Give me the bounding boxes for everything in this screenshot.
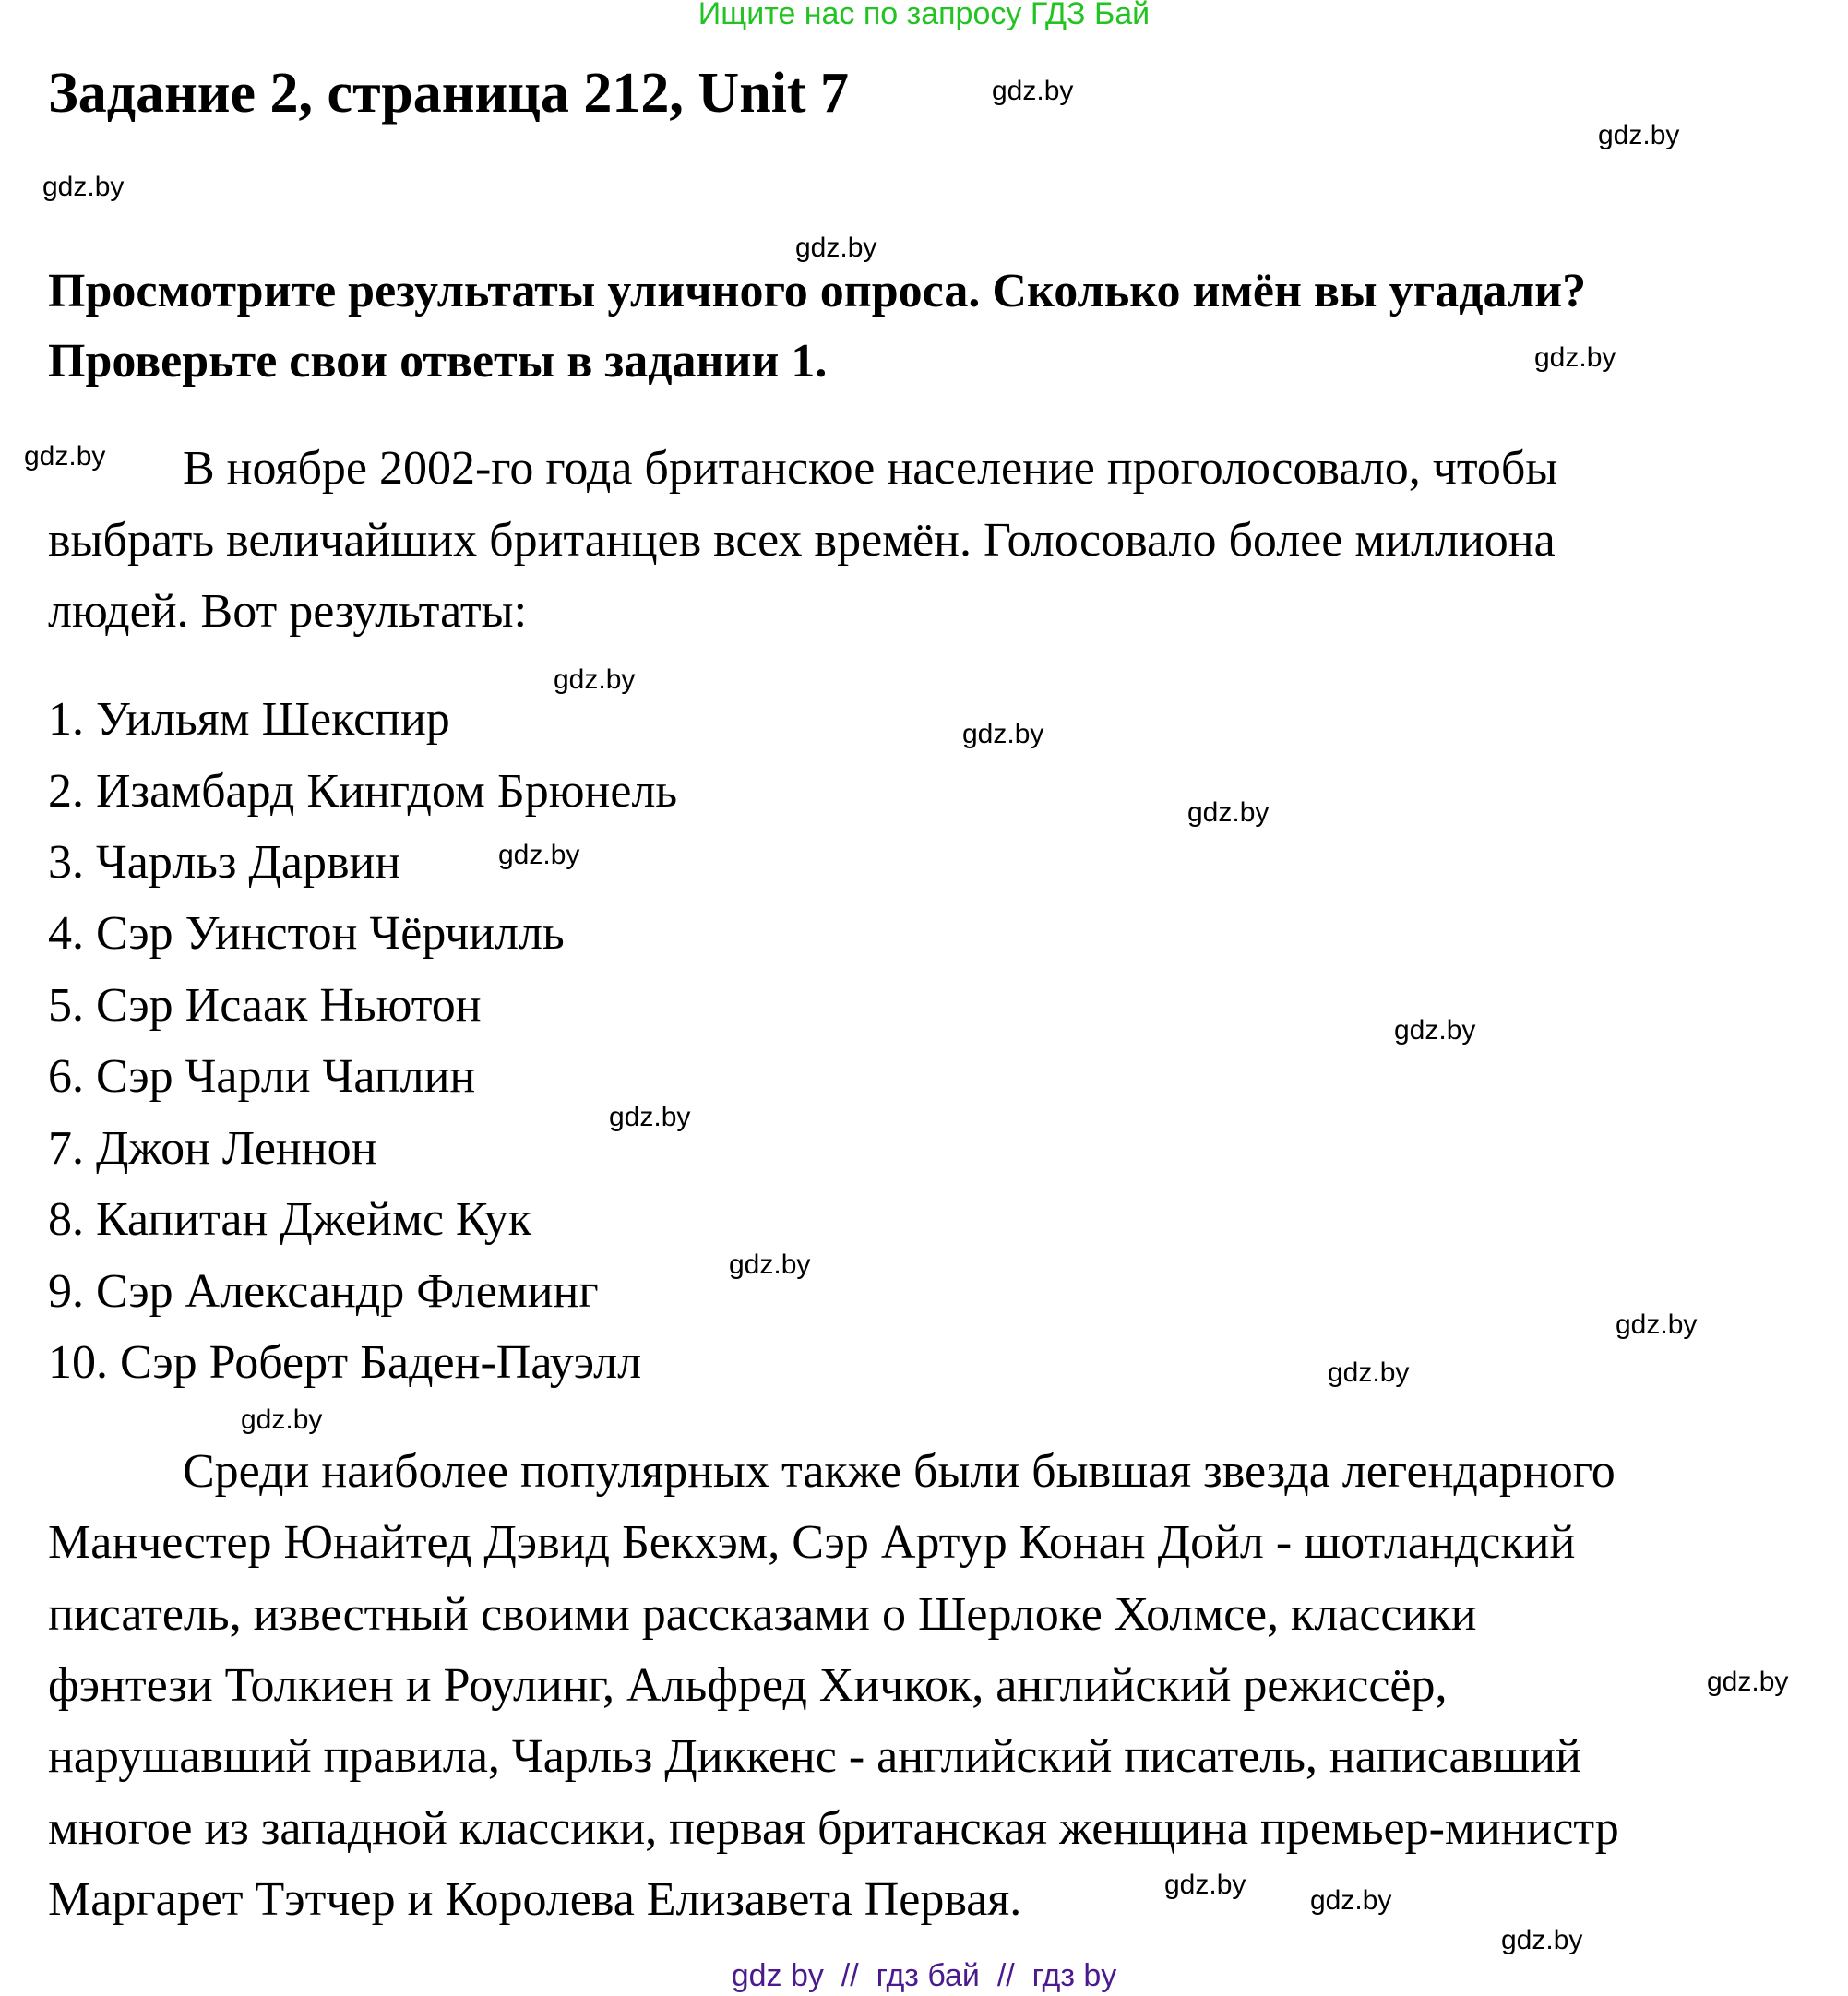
- intro-line: людей. Вот результаты:: [48, 585, 528, 638]
- list-item: 1. Уильям Шекспир: [48, 693, 450, 746]
- list-item: 8. Капитан Джеймс Кук: [48, 1193, 531, 1246]
- watermark: gdz.by: [1328, 1357, 1410, 1388]
- watermark: gdz.by: [1501, 1925, 1583, 1955]
- intro-line: В ноябре 2002-го года британское население проголосовало, чтобы: [183, 442, 1558, 495]
- list-item: 4. Сэр Уинстон Чёрчилль: [48, 907, 565, 960]
- watermark: gdz.by: [498, 840, 580, 870]
- watermark: gdz.by: [795, 233, 877, 263]
- watermark: gdz.by: [42, 172, 125, 202]
- watermark: gdz.by: [1598, 120, 1680, 150]
- list-item: 9. Сэр Александр Флеминг: [48, 1265, 599, 1318]
- watermark: gdz.by: [24, 441, 106, 472]
- watermark: gdz.by: [1394, 1015, 1476, 1046]
- watermark: gdz.by: [1707, 1667, 1789, 1697]
- watermark: gdz.by: [241, 1404, 323, 1435]
- list-item: 3. Чарльз Дарвин: [48, 836, 401, 889]
- footer-links: gdz by // гдз бай // гдз by: [731, 1958, 1117, 1993]
- instruction-line: Просмотрите результаты уличного опроса. Сколько имён вы угадали?: [48, 265, 1587, 317]
- list-item: 7. Джон Леннон: [48, 1122, 377, 1175]
- watermark: gdz.by: [1310, 1885, 1392, 1916]
- intro-line: выбрать величайших британцев всех времён. Голосовало более миллиона: [48, 514, 1556, 567]
- watermark: gdz.by: [609, 1102, 691, 1132]
- conclusion-line: многое из западной классики, первая британская женщина премьер-министр: [48, 1802, 1619, 1855]
- instruction-line: Проверьте свои ответы в задании 1.: [48, 335, 828, 388]
- list-item: 2. Изамбард Кингдом Брюнель: [48, 765, 678, 818]
- page-title: Задание 2, страница 212, Unit 7: [48, 62, 850, 125]
- watermark: gdz.by: [1187, 797, 1270, 828]
- watermark: gdz.by: [729, 1249, 811, 1280]
- conclusion-line: фэнтези Толкиен и Роулинг, Альфред Хичкок, английский режиссёр,: [48, 1659, 1448, 1712]
- conclusion-line: нарушавший правила, Чарльз Диккенс - английский писатель, написавший: [48, 1730, 1581, 1783]
- conclusion-line: писатель, известный своими рассказами о Шерлоке Холмсе, классики: [48, 1588, 1477, 1641]
- watermark: gdz.by: [1164, 1870, 1246, 1900]
- list-item: 6. Сэр Чарли Чаплин: [48, 1050, 476, 1103]
- watermark: gdz.by: [992, 76, 1074, 106]
- list-item: 10. Сэр Роберт Баден-Пауэлл: [48, 1336, 642, 1389]
- watermark: gdz.by: [962, 719, 1044, 749]
- conclusion-line: Среди наиболее популярных также были бывшая звезда легендарного: [183, 1445, 1616, 1498]
- list-item: 5. Сэр Исаак Ньютон: [48, 979, 482, 1032]
- watermark: gdz.by: [1534, 342, 1616, 373]
- watermark: gdz.by: [554, 664, 636, 695]
- watermark: gdz.by: [1616, 1309, 1698, 1340]
- conclusion-line: Манчестер Юнайтед Дэвид Бекхэм, Сэр Артур Конан Дойл - шотландский: [48, 1516, 1576, 1569]
- search-banner: Ищите нас по запросу ГДЗ Бай: [697, 0, 1151, 31]
- conclusion-line: Маргарет Тэтчер и Королева Елизавета Первая.: [48, 1873, 1022, 1926]
